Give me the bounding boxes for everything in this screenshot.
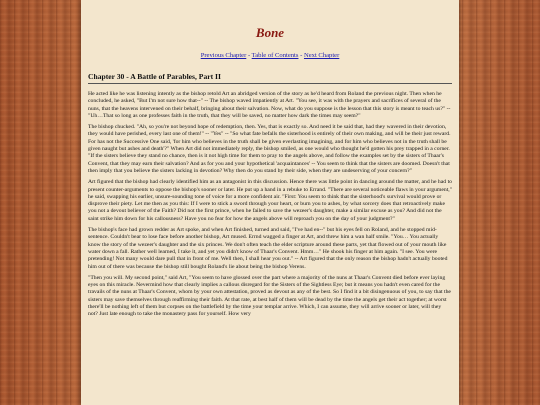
chapter-paragraph: Art figured that the bishop had clearly identified him as an antagonist in this discussion. Hence there was little point in dancing around the matter, and he had to present counter-arguments to oppose the bishop's sooner or later. He put up a hand in a rebuke to Errand. "There are several noticeable flaws in your argument," he said, swapping his earlier, unsure-sounding tone of voice for a more confident air. "First: You seem to think that the sisterhood's survival would prove or disprove their piety. Let me then as you this: If I were to stick a sword through your heart, or burn you to ashes, by what sorcery does that retroactively make you not a devout believer of the Faith? Did not the first prince, when he failed to save the wezeer's daughter, make a similar excuse as you? And did not the saint strike him down for his callousness? Have you no fear for how the angels above will reproach you on the day of your judgment?" [88,179,453,222]
chapter-paragraph: The bishop's face had grown redder as Art spoke, and when Art finished, turned and said, "I've had en--" but his eyes fell on Roland, and he stopped mid-sentence. Couldn't bear to lose face before another bishop, Art mused. Errnd wagged a finger at Art, and threw him a wan half smile. "You… You actually know the story of the wezeer's daughter and the six princes. We don't often teach the elder scripture around these parts, yet that flowed out of your mouth like water down a fall. Rather well learned, I take it, and yet you didn't know of Thaar's Convent. Hmm…" He shook his finger at him again. "I see. You were pretending! Not many would dare pull that in front of me. Well then, I shall hear you out." -- Art figured that the only reason the bishop hadn't actually booted him out of there was because the bishop still bought Roland's lie about being the bishop Verens. [88,227,448,270]
chapter-title: Chapter 30 - A Battle of Parables, Part II [88,72,452,84]
chapter-paragraph: "Then you will. My second point," said Art, "You seem to have glossed over the part where a majority of the nuns at Thaar's Convent died before ever laying eyes on this miracle. Nevermind how that clearly implies a callous disregard for the Sisters of the Sightless Eye; but it means you hadn't even cared for the travails of the nuns at Thaar's Convent, whom by your own attestation, proved as devout as any of the best. So I find it a bit disingenuous of you, to say that the sisters may save themselves through reaffirming their faith. At that rate, at best half of them will be dead by the time the angels get their act together; at worst there'll be nothing left of them but corpses on the battlefield by the time your templar arrive. Which, I can assume, they will arrive sooner or later, will they not? Just late enough to take the monastery pass for yourself. How very [88,274,451,318]
previous-chapter-link[interactable]: Previous Chapter [200,52,247,59]
book-title: Bone [255,25,285,40]
table-of-contents-link[interactable]: Table of Contents [251,52,299,59]
chapter-paragraph: The bishop chucked. "Ah, so you're not beyond hope of redemption, then. Yes, that is exactly so. And need it be said that, had they wavered in their devotion, they would have perished, every last one of them!" -- "Yes" -- "So what fate befalls the sisterhood is entirely of their own making, and will be their just reward. For has not the Successive One said, 'for him who believes in the truth shall be given everlasting imagining, and for him who believes not in the truth shall be given naught but ashes and death'?" When Art did not immediately reply, the bishop smiled, as one would who thought he'd gotten his prey trapped in a corner. "If the sisters believe they stand no chance, then is it not high time for them to pray to the angels above, and follow the examples set by the sisters of Thaar's Convent, that they may earn their salvation? And as for you and your hypothetical 'acquaintances' -- You seem to think that the sisters are doomed. Doesn't that then imply that you believe the sisters lacking in devotion? Why then do you stand by their side, when they are undeserving of your concern?" [88,124,451,174]
nav-separator: - [298,52,304,59]
page-header [81,0,459,71]
chapter-content [88,72,452,323]
nav-separator: - [246,52,252,59]
page-paper [81,0,459,405]
chapter-navigation [81,52,459,59]
chapter-paragraph: He acted like he was listening intently as the bishop retold Art an abridged version of the story as he'd heard from Roland the previous night. Then when he concluded, he asked, "But I'm not sure how that--" -- The bishop waved impatiently at Art. "You see, it was with the prayers and sacrifices of several of the nuns, that the heavens intervened on their behalf, bringing about their salvation. Now, what do you suppose is the lesson that this story is meant to teach us?" -- "Uh…That so long as one professes faith in the truth, that they will be saved, no matter how dark the times may seem?" [88,91,451,119]
next-chapter-link[interactable]: Next Chapter [303,52,340,59]
